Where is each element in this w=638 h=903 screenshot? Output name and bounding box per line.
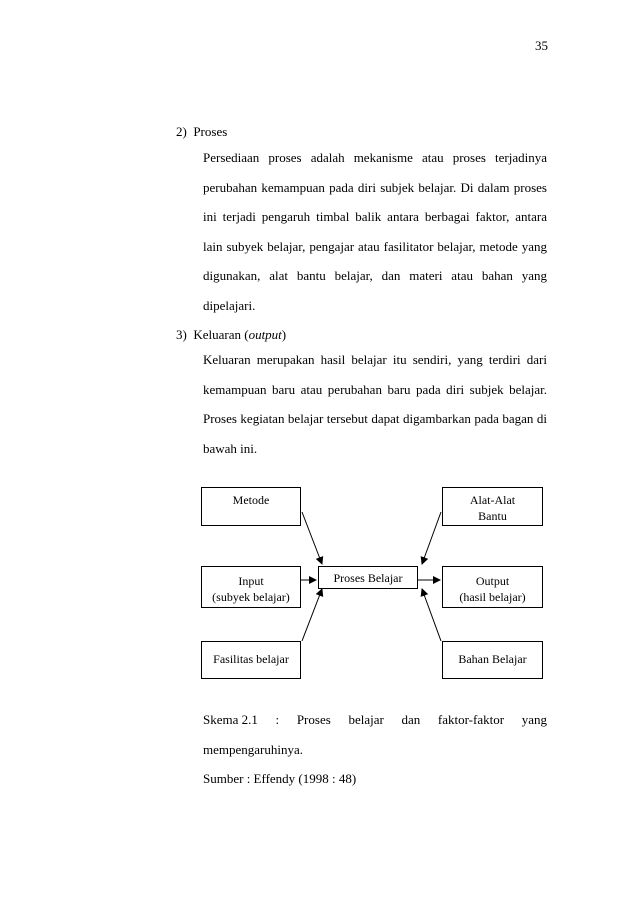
caption-word: dan [401,712,421,727]
box-input-label-1: Input [238,574,264,588]
caption-word: : [275,712,280,727]
heading-italic-output: output [248,327,282,342]
box-metode-label: Metode [232,493,270,507]
arrow-metode-to-proses [302,512,322,564]
box-input-label-2: (subyek belajar) [212,590,290,604]
caption-word: Proses [296,712,331,727]
section-heading-proses: 2) Proses [176,124,228,139]
figure-caption-line [203,712,547,728]
arrow-bahan-to-proses [422,589,441,641]
box-alat-label-1: Alat-Alat [469,493,516,507]
heading-prefix: 3) Keluaran ( [176,327,249,342]
figure-source: Sumber : Effendy (1998 : 48) [203,771,357,786]
box-fasilitas-label: Fasilitas belajar [213,652,289,666]
box-alat-label-2: Bantu [478,509,507,523]
box-proses-label: Proses Belajar [333,571,403,585]
box-bahan-label: Bahan Belajar [458,652,527,666]
caption-word: belajar [348,712,384,727]
page-number: 35 [535,38,548,53]
figure-caption-continuation: mempengaruhinya. [203,742,303,757]
arrow-alat-to-proses [422,512,441,564]
paragraph-keluaran: Keluaran merupakan hasil belajar itu sendiri, yang terdiri dari kemampuan baru atau perubahan baru pada diri subjek belajar. Proses kegiatan belajar tersebut dapat digambarkan pada bagan di bawah ini. [203,352,547,456]
paragraph-proses: Persediaan proses adalah mekanisme atau proses terjadinya perubahan kemampuan pada diri subjek belajar. Di dalam proses ini terjadi pengaruh timbal balik antara berbagai faktor, antara lain subyek belajar, pengajar atau fasilitator belajar, metode yang digunakan, alat bantu belajar, dan materi atau bahan yang dipelajari. [203,150,547,313]
heading-suffix: ) [281,327,287,342]
caption-word: yang [521,712,547,727]
box-output-label-1: Output [475,574,510,588]
arrow-fasilitas-to-proses [302,589,322,641]
caption-word: Skema 2.1 [203,712,258,727]
box-output-label-2: (hasil belajar) [459,590,526,604]
caption-word: faktor-faktor [437,712,505,727]
